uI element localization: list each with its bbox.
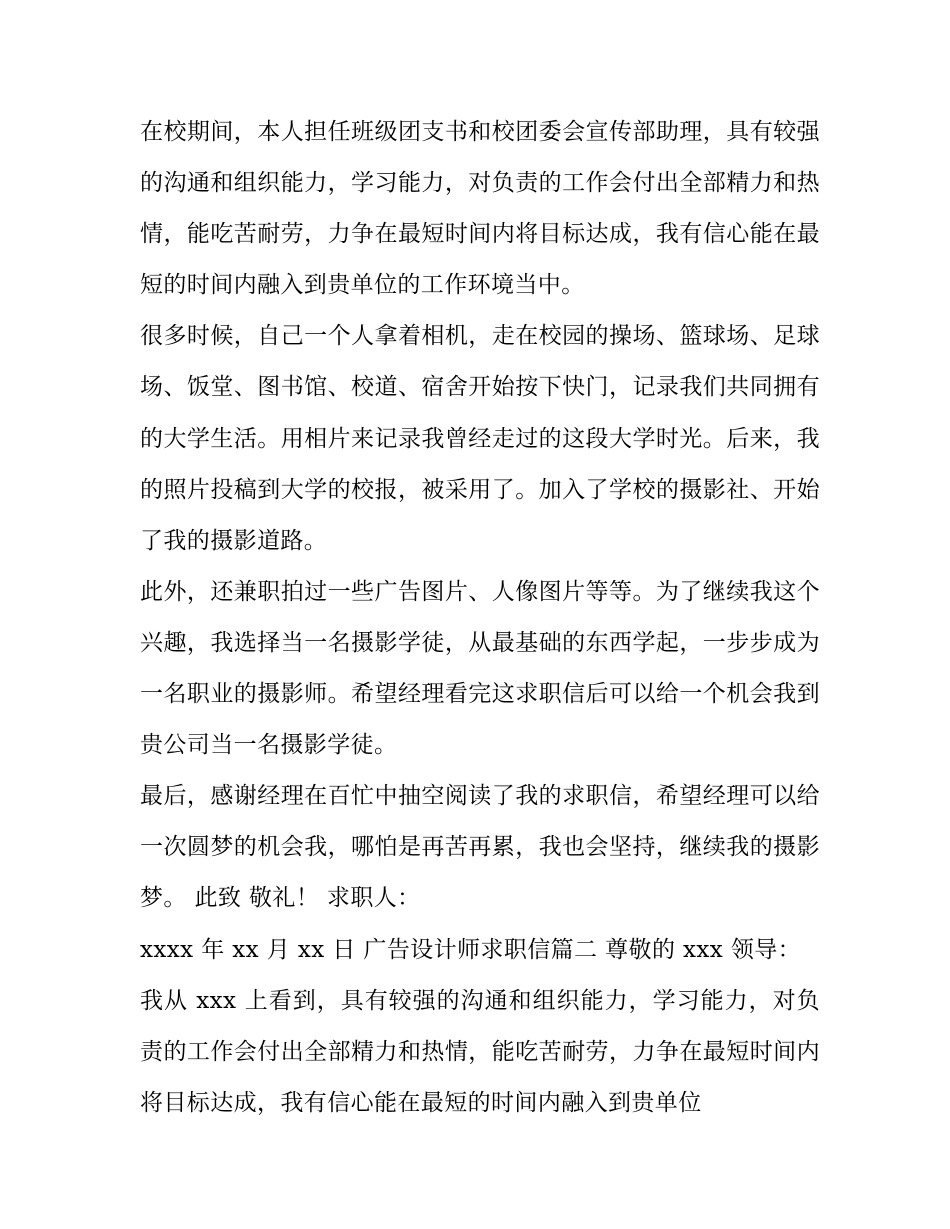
paragraph-4: 最后，感谢经理在百忙中抽空阅读了我的求职信，希望经理可以给一次圆梦的机会我，哪怕是再苦再累，我也会坚持，继续我的摄影梦。 此致 敬礼！ 求职人： — [140, 783, 820, 912]
paragraph-5: xxxx 年 xx 月 xx 日 广告设计师求职信篇二 尊敬的 xxx 领导： — [140, 936, 802, 963]
paragraph-6: 我从 xxx 上看到，具有较强的沟通和组织能力，学习能力，对负责的工作会付出全部精力和热情，能吃苦耐劳，力争在最短时间内将目标达成，我有信心能在最短的时间内融入到贵单位 — [140, 987, 820, 1116]
paragraph-3: 此外，还兼职拍过一些广告图片、人像图片等等。为了继续我这个兴趣，我选择当一名摄影学徒，从最基础的东西学起，一步步成为一名职业的摄影师。希望经理看完这求职信后可以给一个机会我到贵公司当一名摄影学徒。 — [140, 578, 820, 759]
paragraph-1: 在校期间，本人担任班级团支书和校团委会宣传部助理，具有较强的沟通和组织能力，学习能力，对负责的工作会付出全部精力和热情，能吃苦耐劳，力争在最短时间内将目标达成，我有信心能在最短的时间内融入到贵单位的工作环境当中。 — [140, 119, 820, 299]
document-body — [140, 107, 820, 1129]
paragraph-2: 很多时候，自己一个人拿着相机，走在校园的操场、篮球场、足球场、饭堂、图书馆、校道、宿舍开始按下快门，记录我们共同拥有的大学生活。用相片来记录我曾经走过的这段大学时光。后来，我的照片投稿到大学的校报，被采用了。加入了学校的摄影社、开始了我的摄影道路。 — [140, 323, 820, 554]
